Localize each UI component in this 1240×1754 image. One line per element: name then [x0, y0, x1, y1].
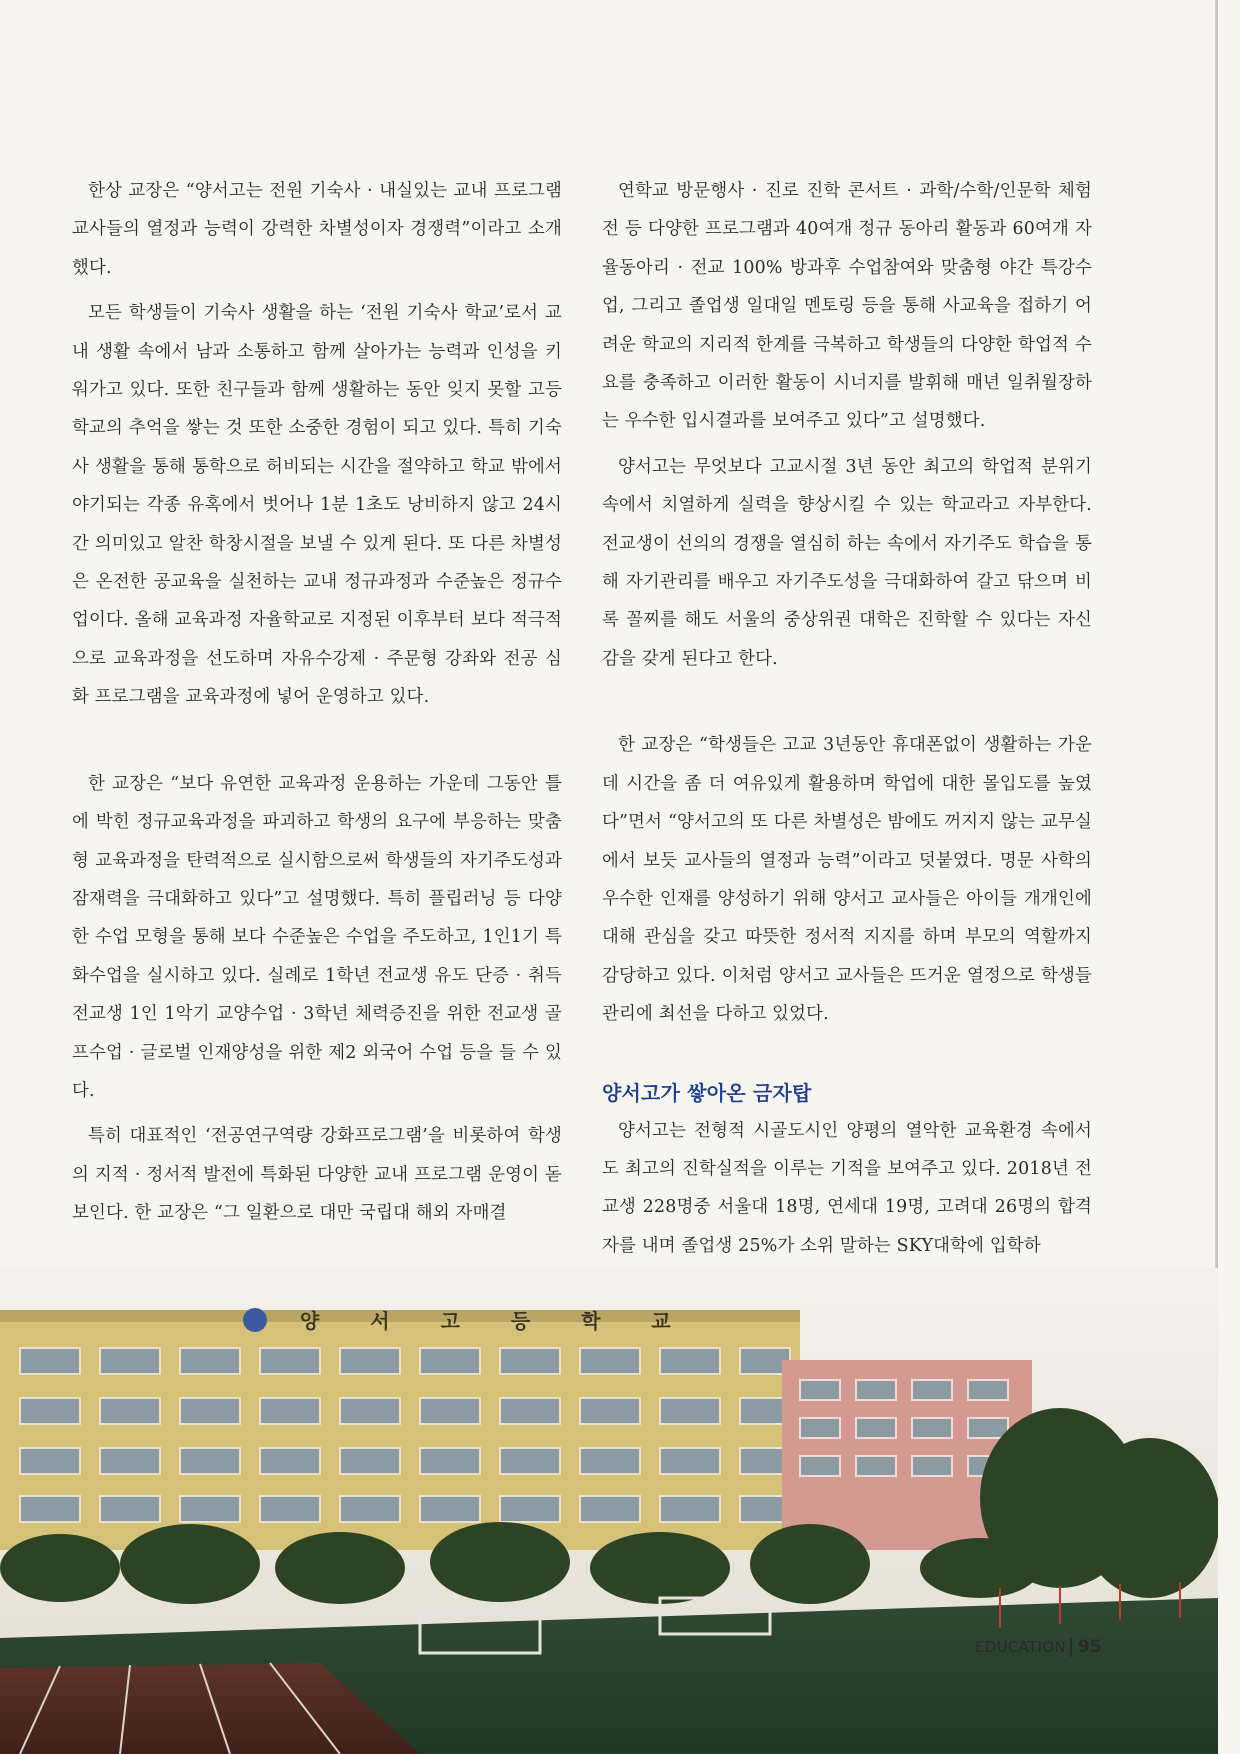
paragraph: 연학교 방문행사 · 진로 진학 콘서트 · 과학/수학/인문학 체험전 등 다양한 프로그램과 40여개 정규 동아리 활동과 60여개 자율동아리 · 전교 100% 방과후 수업참여와 맞춤형 야간 특강수업, 그리고 졸업생 일대일 멘토링 등을 통해 사교육을 접하기 어려운 학교의 지리적 한계를 극복하고 학생들의 다양한 학업적 수요를 충족하고 이러한 활동이 시너지를 발휘해 매년 일취월장하는 우수한 입시결과를 보여주고 있다”고 설명했다. — [602, 181, 1092, 432]
section-label: EDUCATION — [975, 1638, 1066, 1656]
page-footer — [975, 1637, 1102, 1657]
divider — [1070, 1637, 1072, 1657]
right-column — [602, 172, 1092, 1272]
school-emblem — [243, 1308, 267, 1332]
school-building-photo — [0, 1268, 1218, 1754]
paragraph: 양서고는 전형적 시골도시인 양평의 열악한 교육환경 속에서도 최고의 진학실적을 이루는 기적을 보여주고 있다. 2018년 전교생 228명중 서울대 18명, 연세대 19명, 고려대 26명의 합격자를 내며 졸업생 25%가 소위 말하는 SKY대학에 입학하 — [602, 1120, 1092, 1256]
page-number: 95 — [1077, 1637, 1102, 1657]
left-column — [72, 172, 562, 1240]
paragraph: 모든 학생들이 기숙사 생활을 하는 ‘전원 기숙사 학교’로서 교내 생활 속에서 남과 소통하고 함께 살아가는 능력과 인성을 키워가고 있다. 또한 친구들과 함께 생활하는 동안 잊지 못할 고등학교의 추억을 쌓는 것 또한 소중한 경험이 되고 있다. 특히 기숙사 생활을 통해 통학으로 허비되는 시간을 절약하고 학교 밖에서 야기되는 각종 유혹에서 벗어나 1분 1초도 낭비하지 않고 24시간 의미있고 알찬 학창시절을 보낼 수 있게 된다. 또 다른 차별성은 온전한 공교육을 실천하는 교내 정규과정과 수준높은 정규수업이다. 올해 교육과정 자율학교로 지정된 이후부터 보다 적극적으로 교육과정을 선도하며 자유수강제 · 주문형 강좌와 전공 심화 프로그램을 교육과정에 넣어 운영하고 있다. — [72, 303, 562, 708]
paragraph: 특히 대표적인 ‘전공연구역량 강화프로그램’을 비롯하여 학생의 지적 · 정서적 발전에 특화된 다양한 교내 프로그램 운영이 돋보인다. 한 교장은 “그 일환으로 대만 국립대 해외 자매결 — [72, 1126, 562, 1224]
section-subheading: 양서고가 쌓아온 금자탑 — [602, 1080, 812, 1105]
school-sign: 양 서 고 등 학 교 — [300, 1309, 693, 1333]
paragraph: 한 교장은 “보다 유연한 교육과정 운용하는 가운데 그동안 틀에 박힌 정규교육과정을 파괴하고 학생의 요구에 부응하는 맞춤형 교육과정을 탄력적으로 실시함으로써 학생들의 자기주도성과 잠재력을 극대화하고 있다”고 설명했다. 특히 플립러닝 등 다양한 수업 모형을 통해 보다 수준높은 수업을 주도하고, 1인1기 특화수업을 실시하고 있다. 실례로 1학년 전교생 유도 단증 · 취득 전교생 1인 1악기 교양수업 · 3학년 체력증진을 위한 전교생 골프수업 · 글로벌 인재양성을 위한 제2 외국어 수업 등을 들 수 있다. — [72, 773, 562, 1101]
photo-illustration — [0, 1268, 1218, 1754]
paragraph: 양서고는 무엇보다 고교시절 3년 동안 최고의 학업적 분위기 속에서 치열하게 실력을 향상시킬 수 있는 학교라고 자부한다. 전교생이 선의의 경쟁을 열심히 하는 속에서 자기주도 학습을 통해 자기관리를 배우고 자기주도성을 극대화하여 갈고 닦으며 비록 꼴찌를 해도 서울의 중상위권 대학은 진학할 수 있다는 자신감을 갖게 된다고 한다. — [602, 456, 1092, 669]
paragraph: 한상 교장은 “양서고는 전원 기숙사 · 내실있는 교내 프로그램 교사들의 열정과 능력이 강력한 차별성이자 경쟁력”이라고 소개했다. — [72, 181, 562, 278]
paragraph: 한 교장은 “학생들은 고교 3년동안 휴대폰없이 생활하는 가운데 시간을 좀 더 여유있게 활용하며 학업에 대한 몰입도를 높였다”면서 “양서고의 또 다른 차별성은 밤에도 꺼지지 않는 교무실에서 보듯 교사들의 열정과 능력”이라고 덧붙였다. 명문 사학의 우수한 인재를 양성하기 위해 양서고 교사들은 아이들 개개인에 대해 관심을 갖고 따뜻한 정서적 지지를 하며 부모의 역할까지 감당하고 있다. 이처럼 양서고 교사들은 뜨거운 열정으로 학생들 관리에 최선을 다하고 있었다. — [602, 735, 1092, 1025]
